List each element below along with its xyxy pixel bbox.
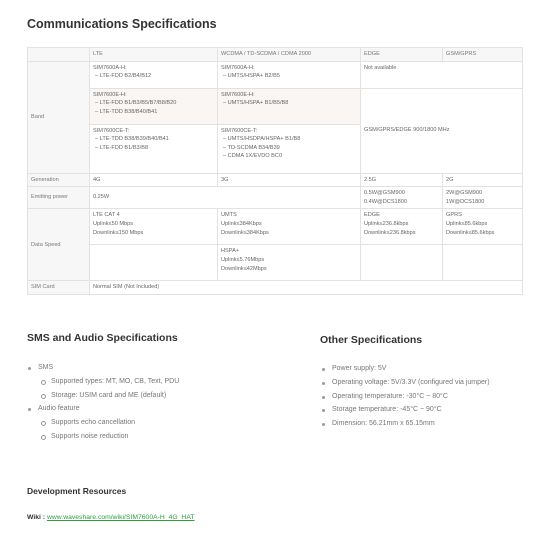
speed-edge-down: Downlink≤236.8kbps: [364, 229, 416, 236]
speed-empty-lte: [90, 245, 218, 281]
band-lte-ce-line2: – LTE-FDD B1/B3/B8: [95, 144, 149, 151]
band-lte-e-line2: – LTE-TDD B38/B40/B41: [95, 108, 158, 115]
power-gsm: [443, 187, 523, 209]
list-item-power-supply: Power supply: 5V: [322, 362, 490, 376]
band-wcdma-ce-line3: – CDMA 1X/EVDO BC0: [223, 153, 283, 160]
wiki-link[interactable]: www.waveshare.com/wiki/SIM7600A-H_4G_HAT: [46, 514, 195, 521]
power-edge-line2: 0.4W@DCS1800: [364, 198, 407, 205]
speed-lte-up: Uplink≤50 Mbps: [93, 220, 134, 227]
list-item-operating-temperature: Operating temperature: -30°C ~ 80°C: [322, 390, 490, 404]
wiki-line: [27, 514, 195, 521]
band-wcdma-sim7600ce: [218, 124, 361, 173]
band-wcdma-sim7600e: [218, 88, 361, 124]
band-lte-e-line1: – LTE-FDD B1/B3/B5/B7/B8/B20: [95, 100, 177, 107]
sms-audio-list: [28, 361, 179, 444]
band-lte-a-line: – LTE-FDD B2/B4/B12: [95, 73, 152, 80]
power-gsm-line1: 2W@GSM900: [446, 190, 483, 197]
power-edge: [361, 187, 443, 209]
header-cell-empty: [28, 48, 90, 62]
band-lte-sim7600ce: [90, 124, 218, 173]
band-wcdma-ce-line2: – TD-SCDMA B34/B39: [223, 144, 280, 151]
list-item-operating-voltage: Operating voltage: 5V/3.3V (configured via jumper): [322, 376, 490, 390]
band-wcdma-sim7600a: [218, 61, 361, 88]
band-wcdma-ce-line1: – UMTS/HSDPA/HSPA+ B1/B8: [223, 136, 301, 143]
generation-edge: 2.5G: [361, 173, 443, 187]
band-wcdma-a-line: – UMTS/HSPA+ B2/B5: [223, 73, 280, 80]
list-item-echo-cancellation: Supports echo cancellation: [28, 416, 179, 430]
band-lte-a-model: SIM7600A-H:: [93, 64, 127, 71]
band-lte-sim7600e: [90, 88, 218, 124]
power-lte: 0.25W: [90, 187, 361, 209]
speed-hspa-up: Uplink≤5.76Mbps: [221, 256, 265, 263]
power-label: Emitting power: [28, 187, 90, 209]
band-edge-na-text: Not available: [364, 64, 397, 71]
speed-edge-title: EDGE: [364, 212, 380, 219]
band-lte-sim7600a: [90, 61, 218, 88]
speed-row-a: [28, 209, 523, 245]
speed-empty-edge: [361, 245, 443, 281]
speed-lte: [90, 209, 218, 245]
sms-audio-specifications-heading: SMS and Audio Specifications: [27, 332, 178, 344]
speed-lte-title: LTE CAT 4: [93, 212, 120, 219]
band-edge-not-available: [361, 61, 523, 88]
list-item-storage-temperature: Storage temperature: -45°C ~ 90°C: [322, 403, 490, 417]
header-cell-wcdma: WCDMA / TD-SCDMA / CDMA 2000: [218, 48, 361, 62]
list-item-sms-storage: Storage: USIM card and ME (default): [28, 389, 179, 403]
band-gsm-text: GSM/GPRS/EDGE 900/1800 MHz: [364, 127, 450, 134]
header-cell-lte: LTE: [90, 48, 218, 62]
power-edge-line1: 0.5W@GSM900: [364, 190, 405, 197]
list-item-audio-feature: Audio feature: [28, 402, 179, 416]
band-wcdma-a-model: SIM7600A-H:: [221, 64, 255, 71]
generation-wcdma: 3G: [218, 173, 361, 187]
speed-hspa-title: HSPA+: [221, 248, 240, 255]
header-cell-gsm: GSM/GPRS: [443, 48, 523, 62]
band-lte-e-model: SIM7600E-H:: [93, 91, 127, 98]
wiki-label: Wiki :: [27, 514, 47, 521]
sim-value: Normal SIM (Not Included): [90, 281, 523, 295]
sim-row: [28, 281, 523, 295]
speed-umts-down: Downlink≤384Kbps: [221, 229, 269, 236]
speed-empty-gprs: [443, 245, 523, 281]
list-item-sms: SMS: [28, 361, 179, 375]
power-gsm-line2: 1W@DCS1800: [446, 198, 485, 205]
speed-lte-down: Downlink≤150 Mbps: [93, 229, 144, 236]
band-wcdma-e-line: – UMTS/HSPA+ B1/B5/B8: [223, 100, 289, 107]
speed-row-b: [28, 245, 523, 281]
band-lte-ce-model: SIM7600CE-T:: [93, 127, 130, 134]
speed-umts-up: Uplink≤384Kbps: [221, 220, 262, 227]
band-gsm-cell: [361, 88, 523, 173]
band-label: Band: [28, 61, 90, 173]
communications-spec-table: [27, 47, 523, 295]
generation-gsm: 2G: [443, 173, 523, 187]
power-row: [28, 187, 523, 209]
speed-hspa: [218, 245, 361, 281]
band-lte-ce-line1: – LTE-TDD B38/B39/B40/B41: [95, 136, 169, 143]
speed-gprs-title: GPRS: [446, 212, 462, 219]
list-item-sms-types: Supported types: MT, MO, CB, Text, PDU: [28, 375, 179, 389]
band-wcdma-ce-model: SIM7600CE-T:: [221, 127, 258, 134]
band-row-e: [28, 88, 523, 124]
header-cell-edge: EDGE: [361, 48, 443, 62]
speed-edge: [361, 209, 443, 245]
band-wcdma-e-model: SIM7600E-H:: [221, 91, 255, 98]
list-item-noise-reduction: Supports noise reduction: [28, 430, 179, 444]
generation-lte: 4G: [90, 173, 218, 187]
speed-umts-title: UMTS: [221, 212, 237, 219]
sim-label: SIM Card: [28, 281, 90, 295]
speed-gprs: [443, 209, 523, 245]
table-header-row: [28, 48, 523, 62]
speed-gprs-up: Uplink≤85.6kbps: [446, 220, 488, 227]
speed-hspa-down: Downlink≤42Mbps: [221, 265, 267, 272]
speed-umts: [218, 209, 361, 245]
other-spec-list: [322, 362, 490, 431]
other-specifications-heading: Other Specifications: [320, 334, 423, 346]
communications-specifications-heading: Communications Specifications: [27, 17, 217, 31]
generation-row: [28, 173, 523, 187]
speed-edge-up: Uplink≤236.8kbps: [364, 220, 409, 227]
list-item-dimension: Dimension: 56.21mm x 65.15mm: [322, 417, 490, 431]
generation-label: Generation: [28, 173, 90, 187]
band-row-a: [28, 61, 523, 88]
speed-gprs-down: Downlink≤85.6kbps: [446, 229, 495, 236]
development-resources-heading: Development Resources: [27, 486, 127, 496]
speed-label: Data Speed: [28, 209, 90, 281]
